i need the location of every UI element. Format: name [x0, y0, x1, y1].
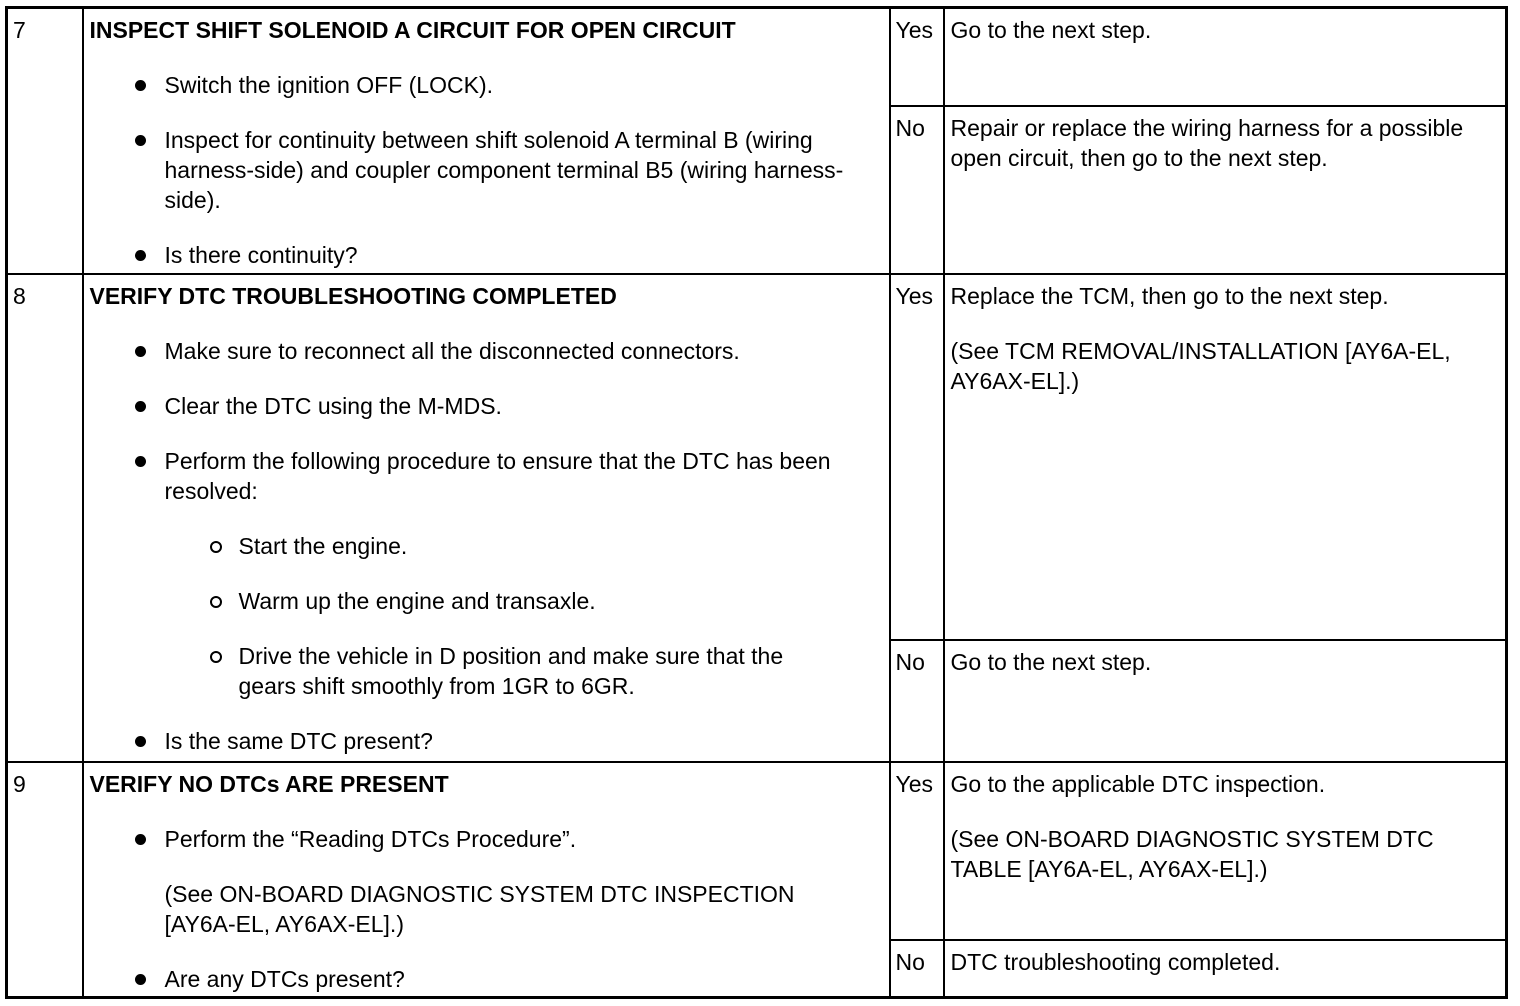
step-number-cell	[7, 762, 83, 998]
answer-cell	[890, 762, 944, 940]
bullet-item: Inspect for continuity between shift solenoid A terminal B (wiring harness-side) and coupler component terminal B5 (wiring harness-side).	[90, 125, 889, 215]
bullet-list	[90, 336, 889, 756]
sub-bullet-item: Drive the vehicle in D position and make sure that the gears shift smoothly from 1GR to 6GR.	[165, 641, 859, 701]
bullet-list	[90, 824, 889, 994]
yes-action: Replace the TCM, then go to the next step.	[950, 282, 1389, 309]
diagnostic-procedure-table	[5, 6, 1508, 999]
step-number-cell	[7, 8, 83, 274]
yes-action: Go to the applicable DTC inspection.	[950, 770, 1326, 797]
action-cell	[944, 106, 1507, 274]
bullet-item: Switch the ignition OFF (LOCK).	[90, 70, 889, 100]
step-description-cell	[83, 274, 890, 762]
no-label: No	[895, 114, 925, 141]
bullet-note: (See ON-BOARD DIAGNOSTIC SYSTEM DTC INSPECTION [AY6A-EL, AY6AX-EL].)	[164, 880, 795, 937]
yes-reference: (See TCM REMOVAL/INSTALLATION [AY6A-EL, AY6AX-EL].)	[950, 337, 1451, 394]
no-action: Go to the next step.	[950, 648, 1152, 675]
answer-cell	[890, 8, 944, 106]
action-cell	[944, 640, 1507, 762]
bullet-item: Clear the DTC using the M-MDS.	[90, 391, 889, 421]
sub-bullet-item: Warm up the engine and transaxle.	[165, 586, 859, 616]
bullet-text: Perform the “Reading DTCs Procedure”.	[164, 825, 577, 852]
no-label: No	[895, 948, 925, 975]
step-number: 9	[13, 770, 26, 797]
action-cell	[944, 8, 1507, 106]
bullet-item: Is the same DTC present?	[90, 726, 889, 756]
bullet-list	[90, 70, 889, 270]
bullet-item: Make sure to reconnect all the disconnected connectors.	[90, 336, 889, 366]
bullet-text: Perform the following procedure to ensure that the DTC has been resolved:	[164, 447, 831, 504]
action-cell	[944, 274, 1507, 640]
step-description-cell	[83, 762, 890, 998]
bullet-item: Are any DTCs present?	[90, 964, 889, 994]
yes-action: Go to the next step.	[950, 17, 1152, 43]
step-title: INSPECT SHIFT SOLENOID A CIRCUIT FOR OPEN CIRCUIT	[89, 17, 736, 43]
answer-cell	[890, 274, 944, 640]
bullet-item: Is there continuity?	[90, 240, 889, 270]
action-cell	[944, 762, 1507, 940]
yes-label: Yes	[895, 17, 934, 43]
step-number: 8	[13, 282, 26, 309]
bullet-item	[90, 446, 889, 701]
answer-cell	[890, 940, 944, 998]
step-9-yes-row	[7, 762, 1507, 940]
step-description-cell	[83, 8, 890, 274]
action-cell	[944, 940, 1507, 998]
step-title: VERIFY NO DTCs ARE PRESENT	[89, 770, 449, 797]
answer-cell	[890, 640, 944, 762]
sub-bullet-list	[165, 531, 859, 701]
sub-bullet-item: Start the engine.	[165, 531, 859, 561]
step-number-cell	[7, 274, 83, 762]
step-title: VERIFY DTC TROUBLESHOOTING COMPLETED	[89, 282, 617, 309]
step-7-yes-row	[7, 8, 1507, 106]
step-8-yes-row	[7, 274, 1507, 640]
step-number: 7	[13, 17, 26, 43]
no-label: No	[895, 648, 925, 675]
answer-cell	[890, 106, 944, 274]
bullet-item	[90, 824, 889, 939]
yes-reference: (See ON-BOARD DIAGNOSTIC SYSTEM DTC TABLE [AY6A-EL, AY6AX-EL].)	[950, 825, 1434, 882]
no-action: Repair or replace the wiring harness for a possible open circuit, then go to the next step.	[950, 114, 1464, 171]
yes-label: Yes	[895, 770, 934, 797]
yes-label: Yes	[895, 282, 934, 309]
no-action: DTC troubleshooting completed.	[950, 948, 1281, 975]
